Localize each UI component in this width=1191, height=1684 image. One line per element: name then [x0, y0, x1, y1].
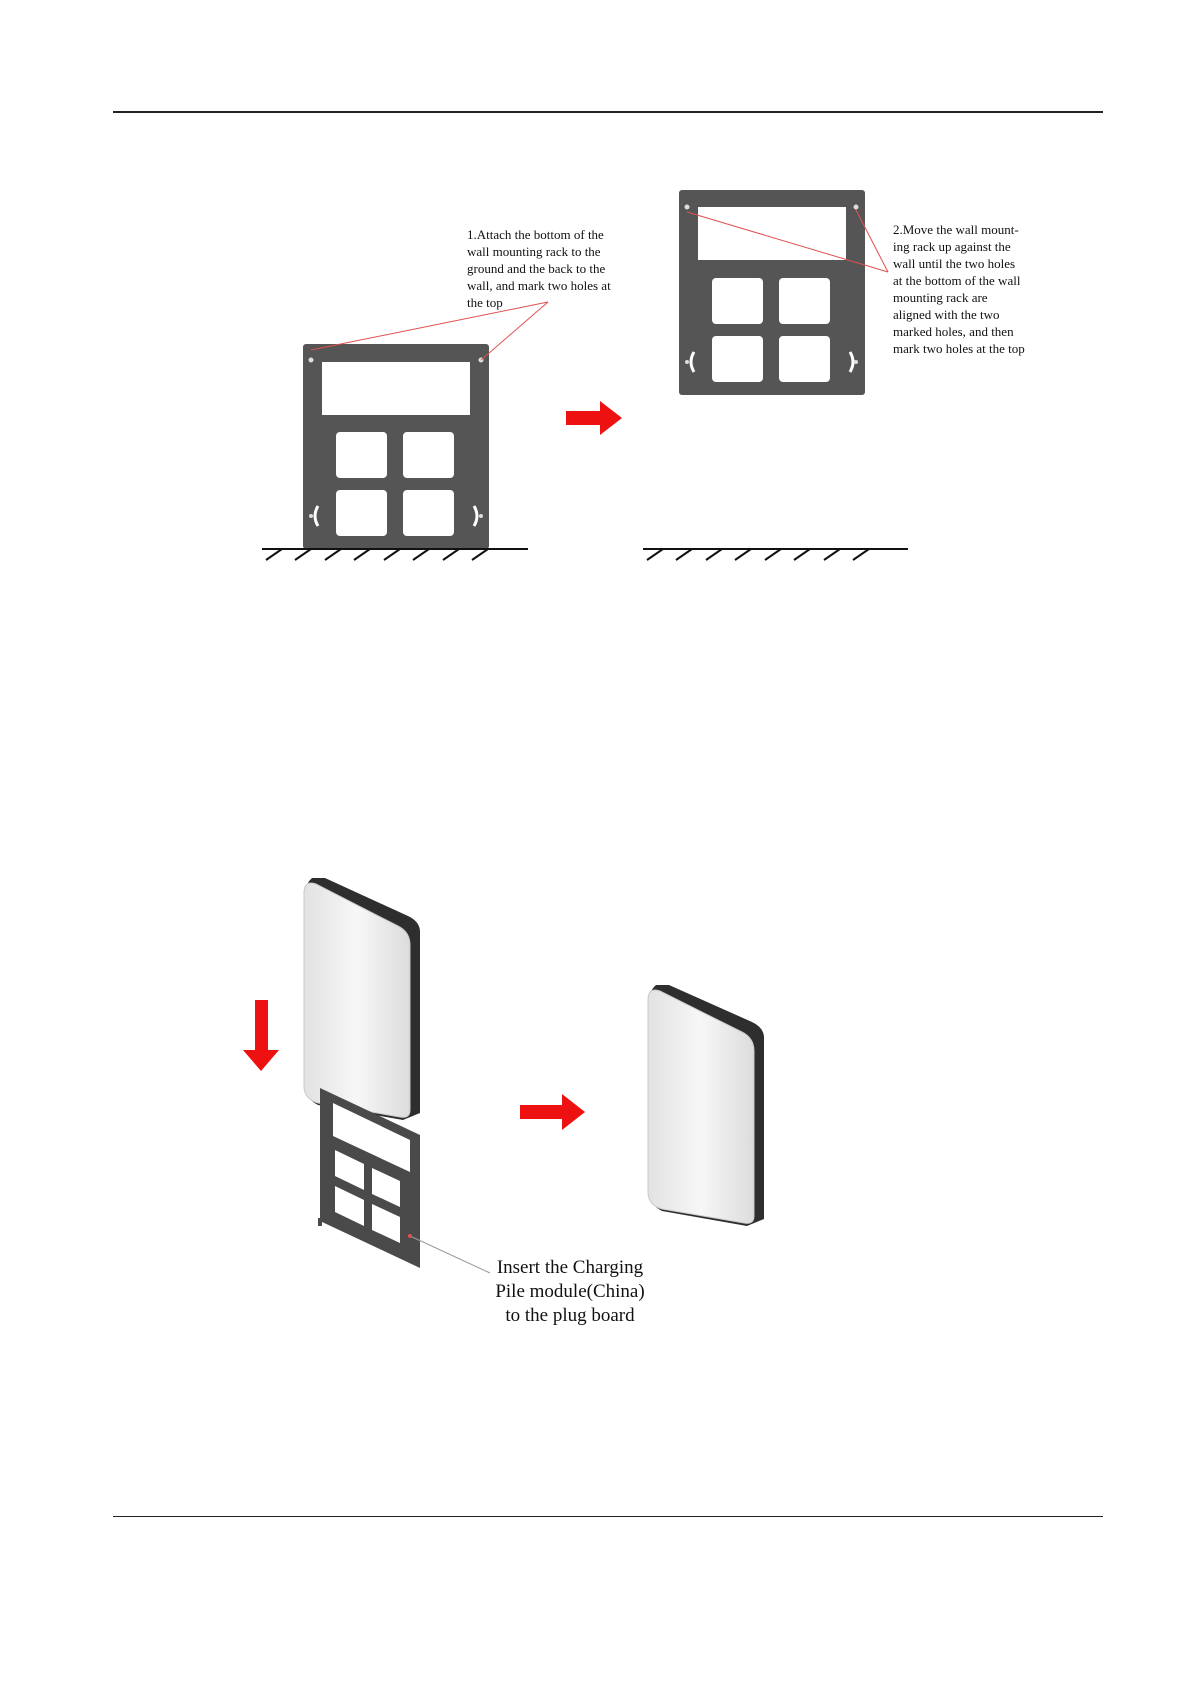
ground-line-right: [643, 549, 908, 560]
step3-caption: [470, 1256, 670, 1328]
charging-pile-module-top: [304, 878, 420, 1120]
right-arrow-icon: [566, 401, 622, 435]
caption-line: marked holes, and then: [893, 324, 1014, 339]
caption-line: mark two holes at the top: [893, 341, 1025, 356]
right-arrow-icon-2: [520, 1094, 585, 1130]
caption-line: 2.Move the wall mount-: [893, 222, 1019, 237]
caption-line: aligned with the two: [893, 307, 1000, 322]
caption-line: wall mounting rack to the: [467, 244, 601, 259]
caption-line: ing rack up against the: [893, 239, 1011, 254]
caption-line: ground and the back to the: [467, 261, 606, 276]
step2-caption: [893, 221, 1068, 357]
caption-line: at the bottom of the wall: [893, 273, 1021, 288]
down-arrow-icon: [243, 1000, 279, 1071]
caption-line: to the plug board: [505, 1305, 635, 1326]
charging-pile-module-installed: [648, 985, 764, 1226]
caption-line: wall until the two holes: [893, 256, 1016, 271]
caption-line: mounting rack are: [893, 290, 988, 305]
caption-line: the top: [467, 295, 503, 310]
caption-line: 1.Attach the bottom of the: [467, 227, 604, 242]
wall-rack-raised: [679, 190, 865, 395]
caption-line: Pile module(China): [495, 1281, 645, 1302]
step1-caption: [467, 226, 647, 311]
wall-rack-on-ground: [303, 344, 489, 549]
ground-line-left: [262, 549, 528, 560]
caption-line: Insert the Charging: [496, 1257, 644, 1278]
caption-line: wall, and mark two holes at: [467, 278, 611, 293]
